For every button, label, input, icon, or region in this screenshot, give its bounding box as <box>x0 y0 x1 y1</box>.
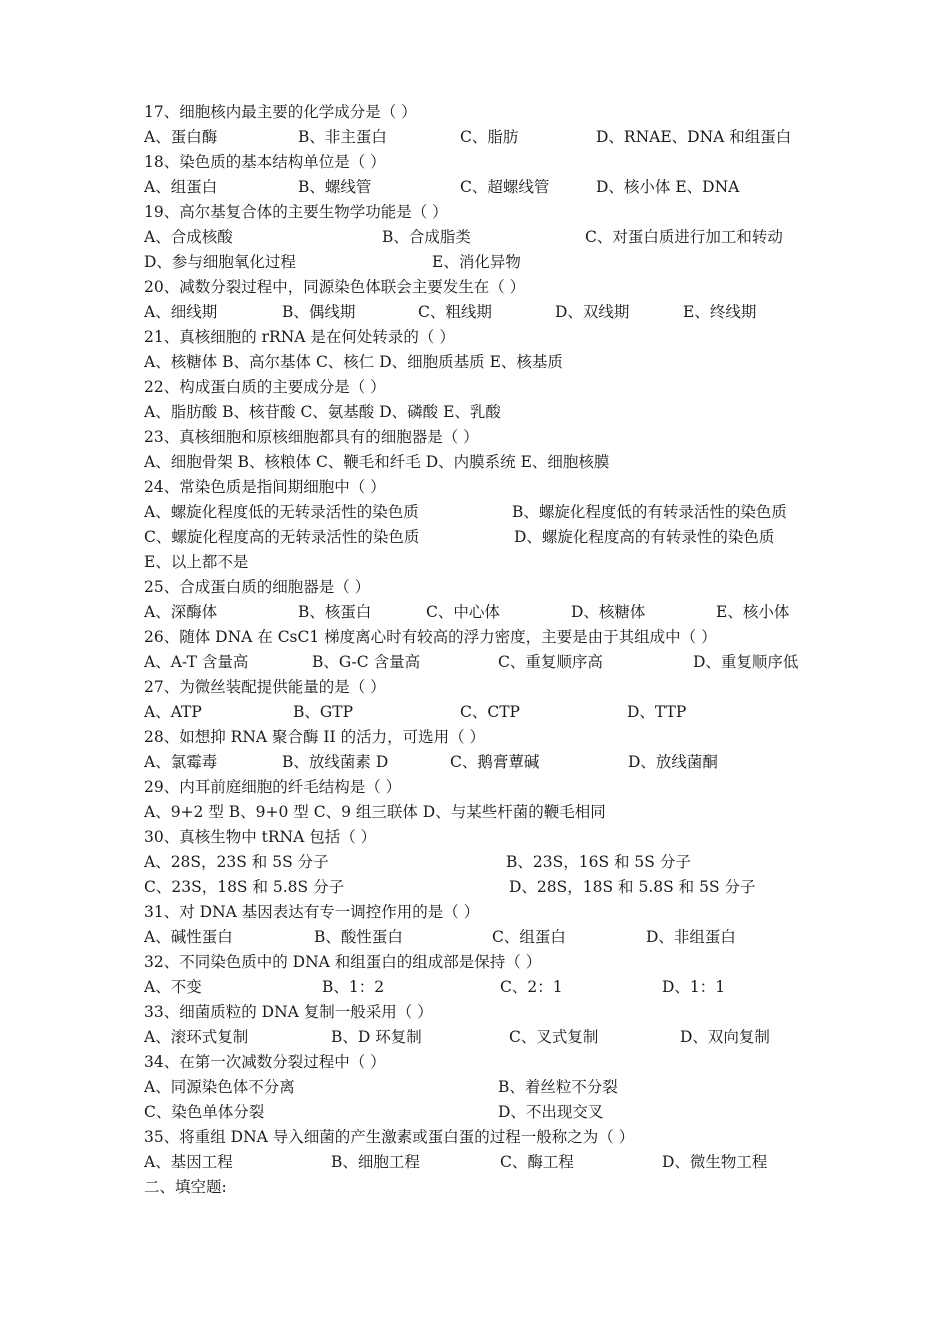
question-29 <box>0 775 950 799</box>
question-text: 23、真核细胞和原核细胞都具有的细胞器是（ ） <box>144 428 479 446</box>
option-a: A、合成核酸 <box>144 228 233 246</box>
option-a: A、滚环式复制 <box>144 1028 249 1046</box>
options-row <box>0 925 950 949</box>
option-d: D、非组蛋白 <box>646 928 736 946</box>
options-row <box>0 875 950 899</box>
options-row <box>0 750 950 774</box>
question-19 <box>0 200 950 224</box>
question-text: 20、减数分裂过程中，同源染色体联会主要发生在（ ） <box>144 278 526 296</box>
question-text: 24、常染色质是指间期细胞中（ ） <box>144 478 386 496</box>
option-b: B、合成脂类 <box>382 228 471 246</box>
option-c: C、对蛋白质进行加工和转动 <box>585 228 783 246</box>
options-row <box>0 700 950 724</box>
option-d: D、参与细胞氧化过程 <box>144 253 296 271</box>
question-text: 27、为微丝装配提供能量的是（ ） <box>144 678 386 696</box>
options-row <box>0 525 950 549</box>
option-b: B、G-C 含量高 <box>312 653 421 671</box>
question-28 <box>0 725 950 749</box>
question-text: 22、构成蛋白质的主要成分是（ ） <box>144 378 386 396</box>
options-row <box>0 650 950 674</box>
option-b: B、酸性蛋白 <box>314 928 403 946</box>
option-d: D、双线期 <box>555 303 630 321</box>
option-d: D、1：1 <box>662 978 726 996</box>
option-d: D、螺旋化程度高的有转录性的染色质 <box>514 528 775 546</box>
question-text: 26、随体 DNA 在 CsC1 梯度离心时有较高的浮力密度，主要是由于其组成中（ ） <box>144 628 717 646</box>
option-a: A、组蛋白 <box>144 178 218 196</box>
option-c: C、2：1 <box>500 978 563 996</box>
option-d: D、RNAE、DNA 和组蛋白 <box>596 128 792 146</box>
option-d: D、TTP <box>627 703 687 721</box>
question-text: 29、内耳前庭细胞的纤毛结构是（ ） <box>144 778 402 796</box>
options-row <box>0 350 950 374</box>
option-c: C、中心体 <box>426 603 500 621</box>
options-row <box>0 1075 950 1099</box>
option-a: A、氯霉毒 <box>144 753 218 771</box>
question-22 <box>0 375 950 399</box>
options-row <box>0 450 950 474</box>
option-e: E、消化异物 <box>432 253 521 271</box>
option-c: C、螺旋化程度高的无转录活性的染色质 <box>144 528 420 546</box>
option-b: B、放线菌素 D <box>282 753 389 771</box>
option-e: E、以上都不是 <box>144 553 249 571</box>
options-row <box>0 1100 950 1124</box>
question-34 <box>0 1050 950 1074</box>
options-inline: A、核糖体 B、高尔基体 C、核仁 D、细胞质基质 E、核基质 <box>144 353 563 371</box>
option-a: A、螺旋化程度低的无转录活性的染色质 <box>144 503 419 521</box>
option-c: C、脂肪 <box>460 128 519 146</box>
options-row <box>0 500 950 524</box>
option-d: D、重复顺序低 <box>693 653 799 671</box>
option-c: C、23S，18S 和 5.8S 分子 <box>144 878 345 896</box>
question-21 <box>0 325 950 349</box>
option-b: B、非主蛋白 <box>298 128 387 146</box>
question-text: 17、细胞核内最主要的化学成分是（ ） <box>144 103 417 121</box>
option-b: B、螺线管 <box>298 178 372 196</box>
options-row <box>0 1150 950 1174</box>
option-a: A、同源染色体不分离 <box>144 1078 295 1096</box>
question-text: 31、对 DNA 基因表达有专一调控作用的是（ ） <box>144 903 480 921</box>
option-a: A、基因工程 <box>144 1153 233 1171</box>
option-b: B、着丝粒不分裂 <box>498 1078 618 1096</box>
option-c: C、粗线期 <box>418 303 492 321</box>
options-row <box>0 550 950 574</box>
options-row <box>0 250 950 274</box>
option-a: A、不变 <box>144 978 202 996</box>
options-row <box>0 125 950 149</box>
option-a: A、深酶体 <box>144 603 218 621</box>
question-text: 35、将重组 DNA 导入细菌的产生激素或蛋白蛋的过程一般称之为（ ） <box>144 1128 635 1146</box>
question-33 <box>0 1000 950 1024</box>
option-e: E、终线期 <box>683 303 757 321</box>
question-27 <box>0 675 950 699</box>
option-a: A、细线期 <box>144 303 218 321</box>
option-a: A、A-T 含量高 <box>144 653 249 671</box>
question-20 <box>0 275 950 299</box>
question-32 <box>0 950 950 974</box>
question-18 <box>0 150 950 174</box>
option-d: D、不出现交叉 <box>498 1103 604 1121</box>
question-35 <box>0 1125 950 1149</box>
option-b: B、螺旋化程度低的有转录活性的染色质 <box>512 503 787 521</box>
options-inline: A、脂肪酸 B、核苷酸 C、氨基酸 D、磷酸 E、乳酸 <box>144 403 501 421</box>
question-text: 33、细菌质粒的 DNA 复制一般采用（ ） <box>144 1003 433 1021</box>
option-c: C、叉式复制 <box>509 1028 599 1046</box>
option-a: A、ATP <box>144 703 202 721</box>
option-b: B、D 环复制 <box>331 1028 422 1046</box>
section-heading-row <box>0 1175 950 1199</box>
option-c: C、鹅膏蕈碱 <box>450 753 540 771</box>
option-d: D、放线菌酮 <box>628 753 718 771</box>
option-b: B、核蛋白 <box>298 603 372 621</box>
options-row <box>0 600 950 624</box>
question-text: 32、不同染色质中的 DNA 和组蛋白的组成部是保持（ ） <box>144 953 542 971</box>
question-17 <box>0 100 950 124</box>
options-inline: A、9+2 型 B、9+0 型 C、9 组三联体 D、与某些杆菌的鞭毛相同 <box>144 803 606 821</box>
question-text: 19、高尔基复合体的主要生物学功能是（ ） <box>144 203 448 221</box>
option-c: C、染色单体分裂 <box>144 1103 265 1121</box>
option-c: C、超螺线管 <box>460 178 550 196</box>
option-d: D、双向复制 <box>680 1028 770 1046</box>
option-c: C、组蛋白 <box>492 928 566 946</box>
options-row <box>0 800 950 824</box>
option-b: B、1：2 <box>322 978 385 996</box>
option-a: A、蛋白酶 <box>144 128 218 146</box>
option-e: E、核小体 <box>716 603 790 621</box>
question-24 <box>0 475 950 499</box>
question-26 <box>0 625 950 649</box>
options-row <box>0 1025 950 1049</box>
question-25 <box>0 575 950 599</box>
option-b: B、细胞工程 <box>331 1153 420 1171</box>
section-heading: 二、填空题: <box>144 1178 227 1196</box>
question-30 <box>0 825 950 849</box>
option-a: A、碱性蛋白 <box>144 928 233 946</box>
options-row <box>0 175 950 199</box>
option-a: A、28S，23S 和 5S 分子 <box>144 853 329 871</box>
question-text: 18、染色质的基本结构单位是（ ） <box>144 153 386 171</box>
question-text: 21、真核细胞的 rRNA 是在何处转录的（ ） <box>144 328 455 346</box>
option-c: C、酶工程 <box>500 1153 574 1171</box>
option-c: C、CTP <box>460 703 520 721</box>
option-d: D、微生物工程 <box>662 1153 768 1171</box>
option-d: D、核糖体 <box>571 603 646 621</box>
option-b: B、偶线期 <box>282 303 356 321</box>
options-inline: A、细胞骨架 B、核粮体 C、鞭毛和纤毛 D、内膜系统 E、细胞核膜 <box>144 453 610 471</box>
question-23 <box>0 425 950 449</box>
option-c: C、重复顺序高 <box>498 653 603 671</box>
options-row <box>0 300 950 324</box>
question-31 <box>0 900 950 924</box>
option-b: B、23S，16S 和 5S 分子 <box>506 853 691 871</box>
question-text: 28、如想抑 RNA 聚合酶 II 的活力，可选用（ ） <box>144 728 486 746</box>
question-text: 30、真核生物中 tRNA 包括（ ） <box>144 828 377 846</box>
options-row <box>0 225 950 249</box>
option-d: D、28S，18S 和 5.8S 和 5S 分子 <box>509 878 756 896</box>
option-d: D、核小体 E、DNA <box>596 178 740 196</box>
options-row <box>0 400 950 424</box>
question-text: 25、合成蛋白质的细胞器是（ ） <box>144 578 371 596</box>
options-row <box>0 850 950 874</box>
options-row <box>0 975 950 999</box>
question-text: 34、在第一次减数分裂过程中（ ） <box>144 1053 386 1071</box>
option-b: B、GTP <box>293 703 354 721</box>
